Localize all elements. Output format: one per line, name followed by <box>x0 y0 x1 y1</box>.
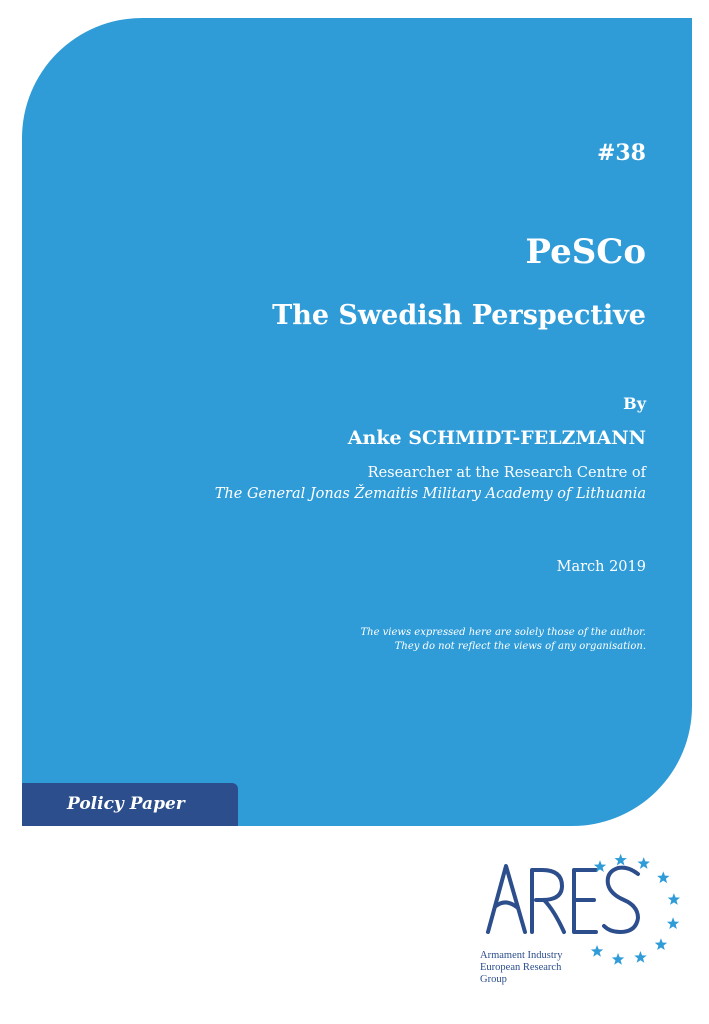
logo-star-icon <box>614 854 626 866</box>
author-affiliation-line-1: Researcher at the Research Centre of <box>367 465 646 481</box>
logo-star-icon <box>667 917 679 929</box>
logo-caption-line-3: Group <box>480 974 507 985</box>
author-name: Anke SCHMIDT-FELZMANN <box>347 427 646 449</box>
paper-subtitle: The Swedish Perspective <box>272 300 646 331</box>
logo-star-icon <box>655 938 667 950</box>
logo-star-icon <box>591 945 603 957</box>
logo-star-icon <box>668 893 680 905</box>
by-label: By <box>623 394 646 413</box>
paper-title: PeSCo <box>525 232 646 272</box>
policy-paper-tab: Policy Paper <box>22 783 238 826</box>
logo-caption-line-2: European Research <box>480 962 562 973</box>
ares-logo <box>470 848 680 988</box>
author-affiliation-line-2: The General Jonas Žemaitis Military Academy of Lithuania <box>214 486 646 502</box>
publication-date: March 2019 <box>556 559 646 575</box>
disclaimer-line-1: The views expressed here are solely those of the author. <box>360 627 646 638</box>
logo-star-icon <box>657 871 669 883</box>
cover-panel <box>22 18 692 826</box>
logo-star-icon <box>612 953 624 965</box>
logo-caption-line-1: Armament Industry <box>480 950 563 961</box>
disclaimer-line-2: They do not reflect the views of any organisation. <box>394 641 646 652</box>
issue-number: #38 <box>596 140 646 166</box>
logo-star-icon <box>634 951 646 963</box>
logo-star-icon <box>638 857 650 869</box>
